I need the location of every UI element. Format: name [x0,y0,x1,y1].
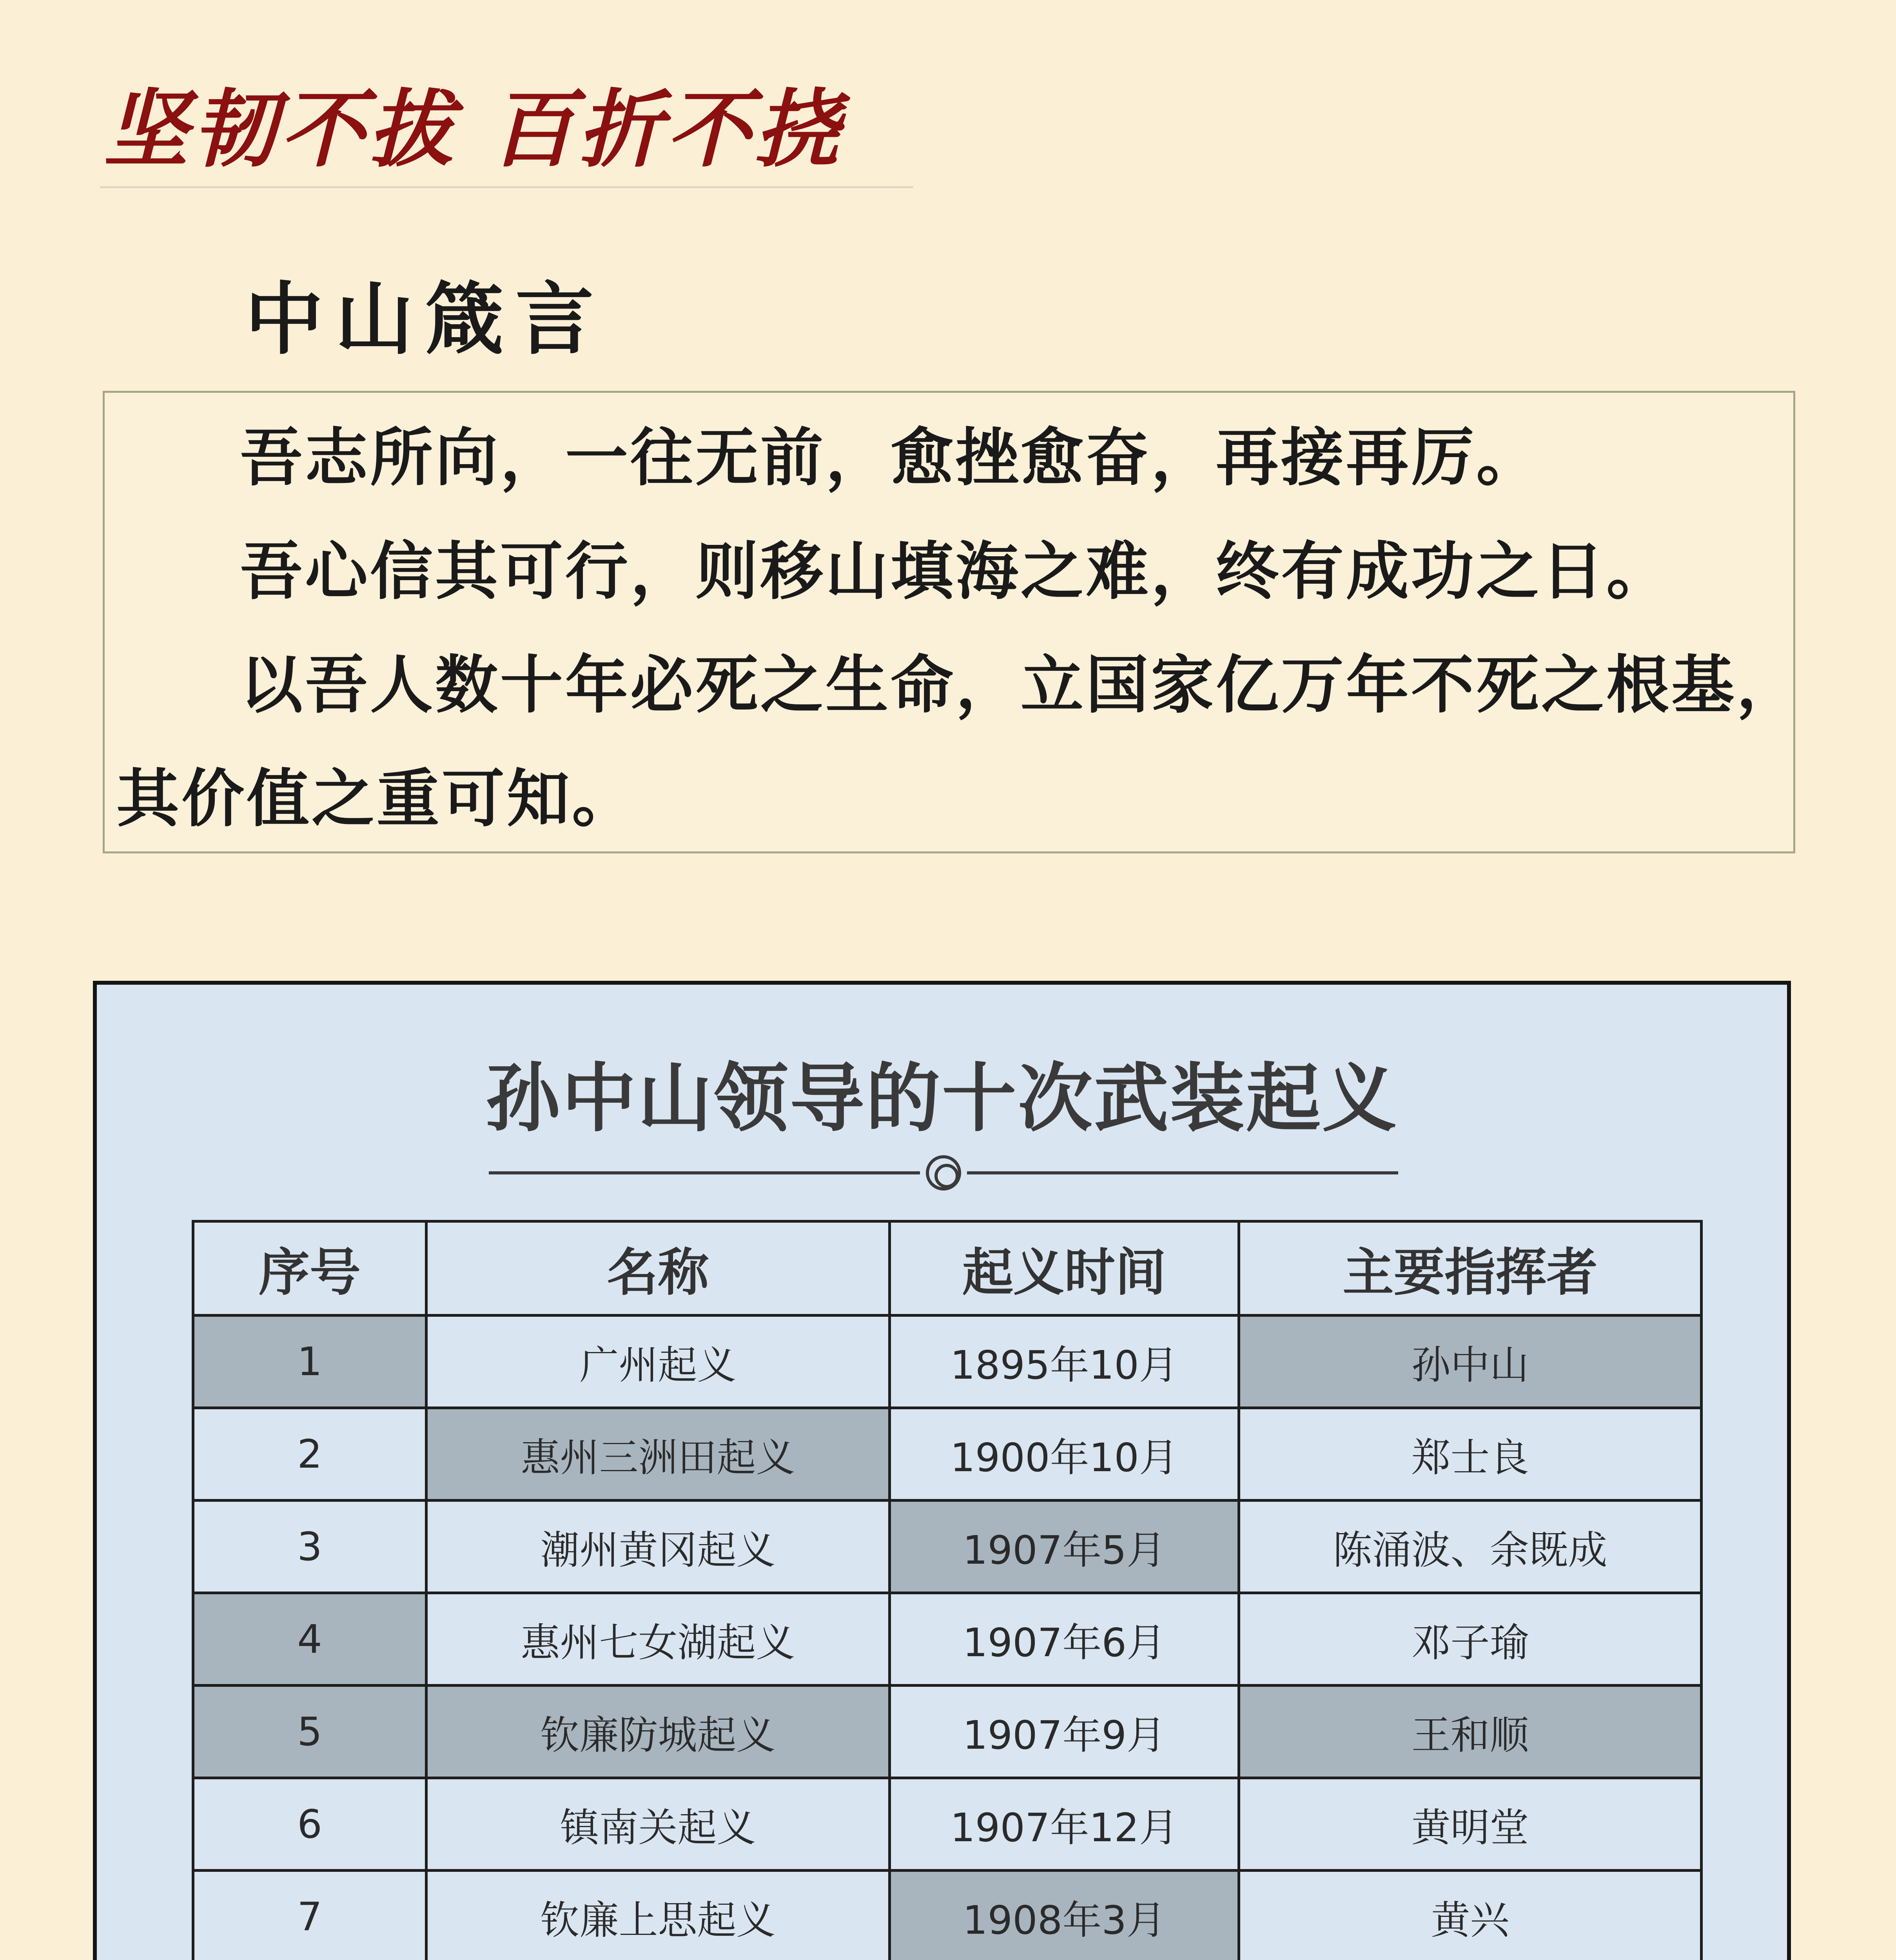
uprisings-table [192,1220,1703,1960]
table-row [193,1686,1702,1778]
cell-date: 1907年9月 [890,1686,1239,1778]
cell-number: 7 [193,1871,426,1960]
table-row [193,1778,1702,1871]
cell-number: 6 [193,1778,426,1871]
column-header-name: 名称 [426,1221,890,1316]
table-row [193,1501,1702,1593]
cell-name: 惠州七女湖起义 [426,1593,890,1686]
cell-date: 1907年6月 [890,1593,1239,1686]
cell-date: 1907年12月 [890,1778,1239,1871]
quote-line: 其价值之重可知。 [116,762,637,835]
cell-name: 广州起义 [426,1316,890,1408]
column-header-date: 起义时间 [890,1221,1239,1316]
cell-number: 1 [193,1316,426,1408]
quote-line: 以吾人数十年必死之生命，立国家亿万年不死之根基， [240,648,1802,722]
table-row [193,1316,1702,1408]
cell-date: 1908年3月 [890,1871,1239,1960]
column-header-number: 序号 [193,1221,426,1316]
table-row [193,1871,1702,1960]
cell-date: 1907年5月 [890,1501,1239,1593]
quote-line: 吾心信其可行，则移山填海之难，终有成功之日。 [240,534,1672,608]
cell-name: 惠州三洲田起义 [426,1408,890,1501]
page-header [100,71,913,188]
cell-number: 3 [193,1501,426,1593]
cell-commander: 黄兴 [1239,1871,1702,1960]
motto-heading: 中山箴言 [245,273,606,365]
table-title: 孙中山领导的十次武装起义 [485,1054,1398,1142]
ornament-line-right [967,1171,1398,1174]
table-header-row [193,1221,1702,1316]
cell-date: 1900年10月 [890,1408,1239,1501]
uprisings-table-panel [93,981,1791,1960]
cell-name: 潮州黄冈起义 [426,1501,890,1593]
column-header-commander: 主要指挥者 [1239,1221,1702,1316]
table-body [193,1316,1702,1960]
cell-date: 1895年10月 [890,1316,1239,1408]
page-title: 坚韧不拔 百折不挠 [104,80,843,179]
cell-number: 5 [193,1686,426,1778]
cell-name: 钦廉防城起义 [426,1686,890,1778]
cell-commander: 黄明堂 [1239,1778,1702,1871]
quote-line: 吾志所向，一往无前，愈挫愈奋，再接再厉。 [240,421,1542,494]
table-row [193,1408,1702,1501]
cell-commander: 郑士良 [1239,1408,1702,1501]
cell-commander: 王和顺 [1239,1686,1702,1778]
cell-number: 2 [193,1408,426,1501]
cell-name: 钦廉上思起义 [426,1871,890,1960]
ornament-line-left [489,1171,920,1174]
title-ornament [489,1155,1398,1191]
cell-name: 镇南关起义 [426,1778,890,1871]
cell-commander: 陈涌波、余既成 [1239,1501,1702,1593]
quote-box [103,391,1802,853]
cell-commander: 孙中山 [1239,1316,1702,1408]
cell-commander: 邓子瑜 [1239,1593,1702,1686]
table-row [193,1593,1702,1686]
ornament-ring-icon [926,1155,961,1191]
cell-number: 4 [193,1593,426,1686]
